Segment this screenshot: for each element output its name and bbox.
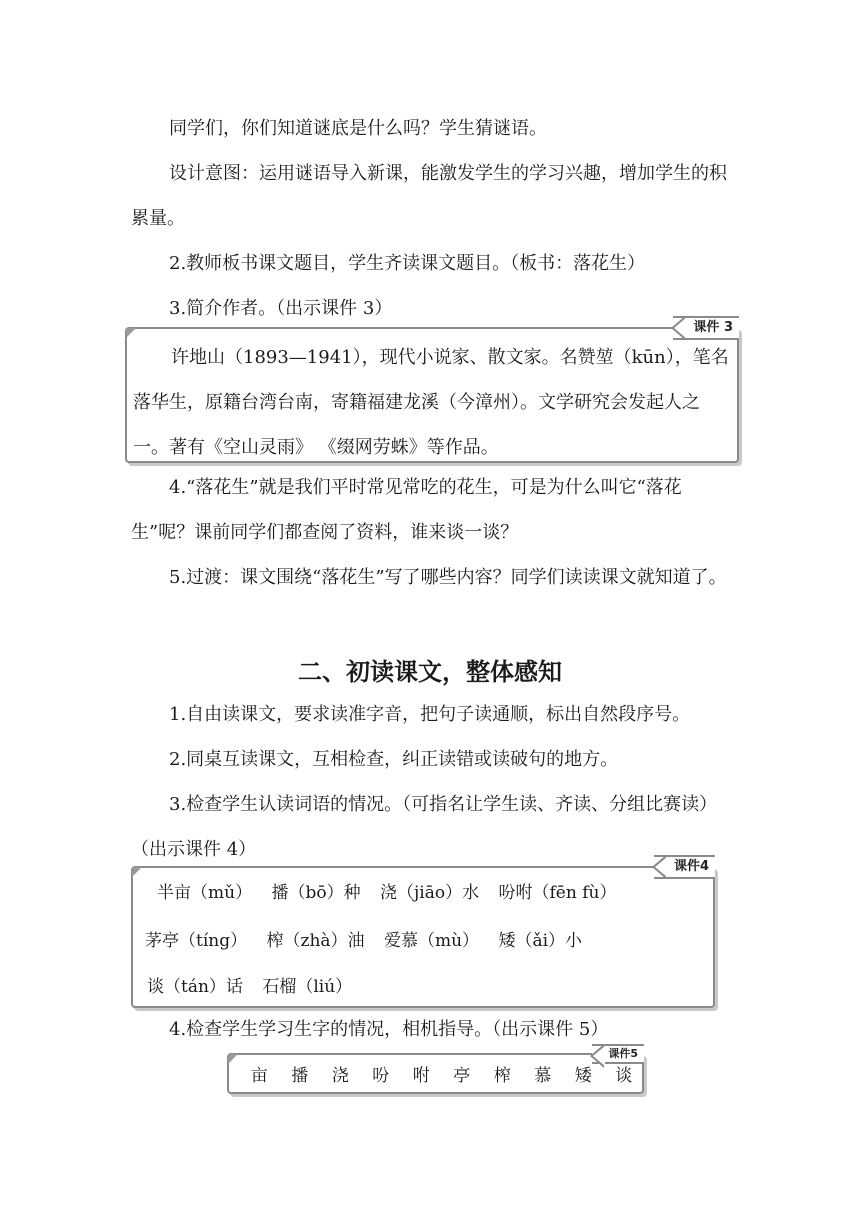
character-item: 矮 [574, 1066, 592, 1086]
word-row-1 [157, 878, 630, 903]
character-item: 吩 [372, 1066, 390, 1086]
paragraph-peanut-question: 4.“落花生”就是我们平时常见常吃的花生，可是为什么叫它“落花生”呢？课前同学们都查阅了资料，谁来谈一谈？ [131, 477, 682, 543]
word-item: 爱慕（mù） [383, 931, 480, 951]
character-item: 慕 [534, 1066, 552, 1086]
word-item: 吩咐（fēn fù） [498, 883, 617, 903]
character-list [239, 1061, 644, 1086]
word-item: 榨（zhà）油 [266, 931, 365, 951]
word-row-2 [145, 926, 596, 951]
character-item: 播 [291, 1066, 309, 1086]
corner-mark [228, 1054, 238, 1064]
character-item: 亩 [250, 1066, 268, 1086]
slide-4-tag: 课件4 [654, 855, 715, 879]
paragraph-check-words: 3.检查学生认读词语的情况。（可指名让学生读、齐读、分组比赛读）（出示课件 4） [131, 794, 718, 860]
character-item: 咐 [412, 1066, 430, 1086]
character-item: 浇 [331, 1066, 349, 1086]
slide-3-text: 许地山（1893—1941），现代小说家、散文家。名赞堃（kūn），笔名落华生，原籍台湾台南，寄籍福建龙溪（今漳州）。文学研究会发起人之一。著有《空山灵雨》 《缀网劳蛛》等作品。 [133, 347, 729, 458]
word-item: 半亩（mǔ） [157, 883, 253, 903]
section-heading: 二、初读课文，整体感知 [298, 658, 562, 686]
slide-4-box [131, 859, 715, 1008]
paragraph-author-intro: 3.简介作者。（出示课件 3） [169, 298, 393, 319]
corner-mark [132, 867, 142, 877]
slide-3-tag: 课件 3 [673, 316, 739, 340]
paragraph-transition: 5.过渡：课文围绕“落花生”写了哪些内容？同学们读读课文就知道了。 [169, 567, 727, 588]
word-item: 播（bō）种 [271, 883, 361, 903]
paragraph-board-title: 2.教师板书课文题目，学生齐读课文题目。（板书：落花生） [169, 253, 646, 274]
paragraph-riddle: 同学们，你们知道谜底是什么吗？学生猜谜语。 [169, 118, 547, 139]
word-item: 茅亭（tíng） [145, 931, 248, 951]
word-item: 矮（ǎi）小 [498, 931, 583, 951]
paragraph-check-characters: 4.检查学生学习生字的情况，相机指导。（出示课件 5） [169, 1019, 609, 1040]
paragraph-free-read: 1.自由读课文，要求读准字音，把句子读通顺，标出自然段序号。 [169, 704, 691, 725]
word-item: 石榴（liú） [262, 977, 353, 997]
word-item: 谈（tán）话 [147, 977, 243, 997]
paragraph-design-intent: 设计意图：运用谜语导入新课，能激发学生的学习兴趣，增加学生的积累量。 [131, 163, 727, 229]
character-item: 谈 [615, 1066, 633, 1086]
slide-3-box [125, 320, 739, 463]
slide-5-box [227, 1047, 644, 1094]
word-item: 浇（jiāo）水 [380, 883, 480, 903]
character-item: 榨 [493, 1066, 511, 1086]
slide-5-tag: 课件5 [592, 1044, 644, 1064]
word-row-3 [147, 972, 366, 997]
character-item: 亭 [453, 1066, 471, 1086]
paragraph-partner-read: 2.同桌互读课文，互相检查，纠正读错或读破句的地方。 [169, 749, 619, 770]
